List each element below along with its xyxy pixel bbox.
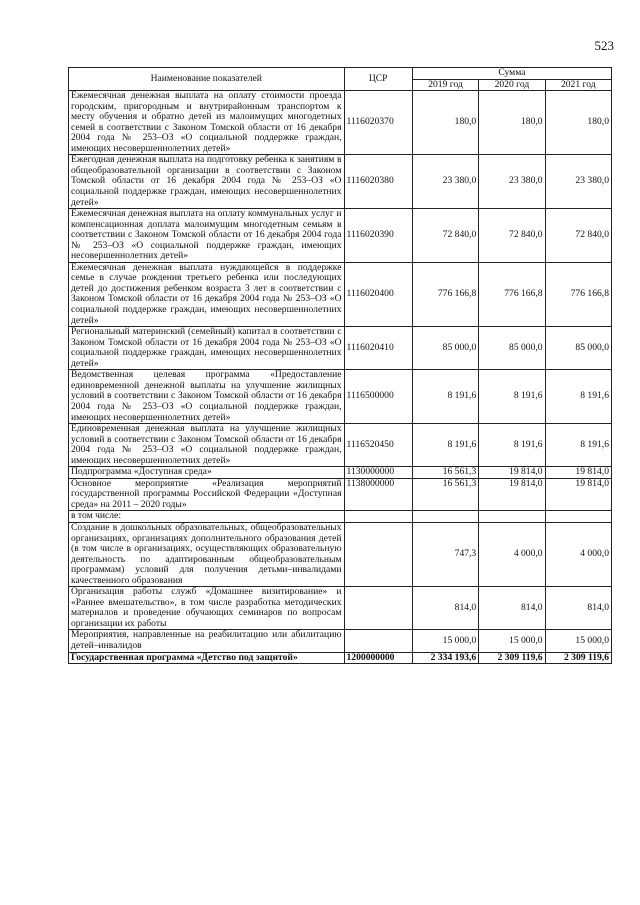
- total-value-2020: 2 309 119,6: [479, 652, 545, 664]
- row-name: Ежемесячная денежная выплата на оплату коммунальных услуг и компенсационная доплата малоимущим многодетным семьям в соответствии с Законом Томской области от 16 декабря 2004 года № 253–ОЗ «О социальной поддержке граждан, имеющих несовершеннолетних детей»: [69, 209, 345, 263]
- row-name: Подпрограмма «Доступная среда»: [69, 467, 345, 479]
- table-row: [69, 370, 612, 424]
- row-value-2021: 19 814,0: [545, 478, 611, 511]
- row-name: в том числе:: [69, 511, 345, 523]
- row-csr: 1116520450: [344, 424, 412, 467]
- row-value-2021: 85 000,0: [545, 327, 611, 370]
- row-name: Мероприятия, направленные на реабилитацию или абилитацию детей–инвалидов: [69, 630, 345, 652]
- row-value-2019: 8 191,6: [412, 424, 478, 467]
- row-value-2019: [412, 511, 478, 523]
- table-row: [69, 209, 612, 263]
- row-name: Ведомственная целевая программа «Предоставление единовременной денежной выплаты на улучшение жилищных условий в соответствии с Законом Томской области от 16 декабря 2004 года № 253–ОЗ «О социальной поддержке граждан, имеющих несовершеннолетних детей»: [69, 370, 345, 424]
- row-name: Единовременная денежная выплата на улучшение жилищных условий в соответствии с Законом Томской области от 16 декабря 2004 года № 253–ОЗ «О социальной поддержке граждан, имеющих несовершеннолетних детей»: [69, 424, 345, 467]
- table-row: [69, 262, 612, 326]
- row-csr: 1116500000: [344, 370, 412, 424]
- row-value-2020: 15 000,0: [479, 630, 545, 652]
- table-row: [69, 327, 612, 370]
- row-value-2019: 15 000,0: [412, 630, 478, 652]
- table-row: [69, 424, 612, 467]
- row-value-2021: [545, 511, 611, 523]
- row-name: Организация работы служб «Домашнее визитирование» и «Раннее вмешательство», в том числе разработка методических материалов и проведение обучающих семинаров по вопросам организации их работы: [69, 587, 345, 630]
- row-name: Ежемесячная денежная выплата на оплату стоимости проезда городским, пригородным и внутрирайонным транспортом к месту обучения и обратно детей из малоимущих многодетных семей в соответствии с Законом Томской области от 16 декабря 2004 года № 253–ОЗ «О социальной поддержке граждан, имеющих несовершеннолетних детей»: [69, 91, 345, 155]
- row-value-2019: 8 191,6: [412, 370, 478, 424]
- row-csr: 1116020380: [344, 155, 412, 209]
- row-value-2021: 776 166,8: [545, 262, 611, 326]
- row-csr: [344, 630, 412, 652]
- row-value-2021: 8 191,6: [545, 370, 611, 424]
- row-value-2019: 85 000,0: [412, 327, 478, 370]
- row-value-2020: 19 814,0: [479, 467, 545, 479]
- row-value-2020: 23 380,0: [479, 155, 545, 209]
- row-name: Ежемесячная денежная выплата нуждающейся в поддержке семье в случае рождения третьего ребенка или последующих детей до достижения ребенком возраста 3 лет в соответствии с Законом Томской области от 16 декабря 2004 года № 253–ОЗ «О социальной поддержке граждан, имеющих несовершеннолетних детей»: [69, 262, 345, 326]
- table-row: [69, 155, 612, 209]
- row-csr: [344, 587, 412, 630]
- row-value-2021: 23 380,0: [545, 155, 611, 209]
- row-value-2020: 19 814,0: [479, 478, 545, 511]
- row-csr: [344, 511, 412, 523]
- row-value-2021: 814,0: [545, 587, 611, 630]
- row-value-2021: 4 000,0: [545, 522, 611, 586]
- row-value-2019: 814,0: [412, 587, 478, 630]
- row-name: Региональный материнский (семейный) капитал в соответствии с Законом Томской области от 16 декабря 2004 года № 253–ОЗ «О социальной поддержке граждан, имеющих несовершеннолетних детей»: [69, 327, 345, 370]
- table-row: [69, 467, 612, 479]
- row-csr: 1116020370: [344, 91, 412, 155]
- row-value-2021: 15 000,0: [545, 630, 611, 652]
- table-row: [69, 630, 612, 652]
- table-row: [69, 511, 612, 523]
- table-row: [69, 91, 612, 155]
- row-value-2020: 180,0: [479, 91, 545, 155]
- row-value-2020: 72 840,0: [479, 209, 545, 263]
- budget-table: [68, 67, 612, 664]
- row-value-2019: 776 166,8: [412, 262, 478, 326]
- total-value-2019: 2 334 193,6: [412, 652, 478, 664]
- total-csr: 1200000000: [344, 652, 412, 664]
- header-year-2021: 2021 год: [545, 79, 611, 91]
- row-value-2019: 72 840,0: [412, 209, 478, 263]
- header-sum: Сумма: [412, 68, 611, 80]
- row-value-2021: 72 840,0: [545, 209, 611, 263]
- total-value-2021: 2 309 119,6: [545, 652, 611, 664]
- row-value-2021: 8 191,6: [545, 424, 611, 467]
- total-name: Государственная программа «Детство под защитой»: [69, 652, 345, 664]
- header-csr: ЦСР: [344, 68, 412, 91]
- header-year-2020: 2020 год: [479, 79, 545, 91]
- row-csr: 1116020390: [344, 209, 412, 263]
- row-value-2020: 776 166,8: [479, 262, 545, 326]
- table-row: [69, 478, 612, 511]
- row-value-2019: 16 561,3: [412, 467, 478, 479]
- table-row-total: [69, 652, 612, 664]
- row-value-2020: 4 000,0: [479, 522, 545, 586]
- header-name: Наименование показателей: [69, 68, 345, 91]
- row-value-2020: 85 000,0: [479, 327, 545, 370]
- row-value-2019: 747,3: [412, 522, 478, 586]
- row-value-2020: 8 191,6: [479, 370, 545, 424]
- table-row: [69, 587, 612, 630]
- row-value-2020: 8 191,6: [479, 424, 545, 467]
- header-year-2019: 2019 год: [412, 79, 478, 91]
- row-value-2021: 180,0: [545, 91, 611, 155]
- row-value-2019: 16 561,3: [412, 478, 478, 511]
- row-csr: 1116020400: [344, 262, 412, 326]
- row-name: Ежегодная денежная выплата на подготовку ребенка к занятиям в общеобразовательной организации в соответствии с Законом Томской области от 16 декабря 2004 года № 253–ОЗ «О социальной поддержке граждан, имеющих несовершеннолетних детей»: [69, 155, 345, 209]
- row-name: Создание в дошкольных образовательных, общеобразовательных организациях, организациях дополнительного образования детей (в том числе в организациях, осуществляющих образовательную деятельность по адаптированным общеобразовательным программам) условий для получения детьми–инвалидами качественного образования: [69, 522, 345, 586]
- row-csr: 1116020410: [344, 327, 412, 370]
- page-number: 523: [594, 38, 614, 53]
- row-csr: [344, 522, 412, 586]
- row-csr: 1138000000: [344, 478, 412, 511]
- row-value-2019: 180,0: [412, 91, 478, 155]
- row-value-2021: 19 814,0: [545, 467, 611, 479]
- row-value-2019: 23 380,0: [412, 155, 478, 209]
- table-row: [69, 522, 612, 586]
- row-value-2020: [479, 511, 545, 523]
- row-csr: 1130000000: [344, 467, 412, 479]
- row-value-2020: 814,0: [479, 587, 545, 630]
- row-name: Основное мероприятие «Реализация мероприятий государственной программы Российской Федерации «Доступная среда» на 2011 – 2020 годы»: [69, 478, 345, 511]
